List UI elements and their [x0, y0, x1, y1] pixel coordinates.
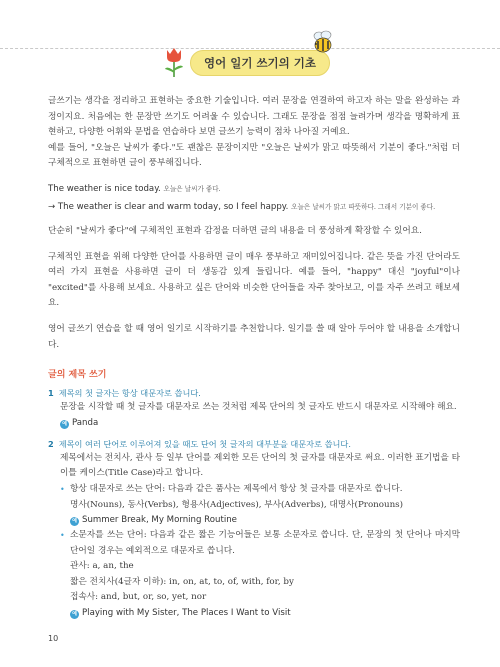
example-badge-icon: 예 [60, 420, 69, 429]
example-sentences [48, 182, 460, 214]
conjunctions-list: 접속사: and, but, or, so, yet, nor [70, 592, 207, 603]
rule-2-body [48, 451, 460, 621]
example-badge-icon: 예 [70, 517, 79, 526]
rule-1-body [48, 400, 460, 431]
body-paragraph-5: 영어 글쓰기 연습을 할 때 영어 일기로 시작하기를 추천합니다. 일기를 쓸 때 알아 두어야 할 내용을 소개합니다. [48, 323, 460, 350]
rule-2-description: 제목에서는 전치사, 관사 등 일부 단어를 제외한 모든 단어의 첫 글자를 대문자로 써요. 이러한 표기법을 타이틀 케이스(Title Case)라고 합니다. [60, 452, 460, 479]
bullet-dot-icon: • [60, 484, 65, 494]
example-sentence-1: The weather is nice today. 오늘은 날씨가 좋다. [48, 183, 221, 194]
intro-paragraph-1: 글쓰기는 생각을 정리하고 표현하는 중요한 기술입니다. 여러 문장을 연결하여 하고자 하는 말을 완성하는 과정이지요. 처음에는 한 문장만 쓰기도 어려울 수 있습니다. 그래도 문장을 점점 늘려가며 생각을 명확하게 표현하고, 다양한 어휘와 문법을 연습하다 보면 글쓰기 능력이 점차 나아질 거예요. [48, 96, 460, 138]
example-badge-icon: 예 [70, 610, 79, 619]
intro-paragraph-2: 예를 들어, "오늘은 날씨가 좋다."도 괜찮은 문장이지만 "오늘은 날씨가 맑고 따뜻해서 기분이 좋다."처럼 더 구체적으로 표현하면 글이 풍부해집니다. [48, 142, 460, 169]
body-paragraph-3: 단순히 "날씨가 좋다"에 구체적인 표현과 감정을 더하면 글의 내용을 더 풍성하게 확장할 수 있어요. [48, 225, 422, 236]
example-sentence-2: → The weather is clear and warm today, so I feel happy. 오늘은 날씨가 맑고 따뜻하다. 그래서 기분이 좋다. [48, 201, 436, 212]
page-header [0, 28, 500, 78]
rule-2-example-2: 예 Playing with My Sister, The Places I Want to Visit [60, 606, 460, 621]
bullet-dot-icon: • [60, 531, 65, 541]
page-title: 영어 일기 쓰기의 기초 [190, 50, 330, 76]
articles-list: 관사: a, an, the [70, 561, 134, 572]
parts-of-speech-list: 명사(Nouns), 동사(Verbs), 형용사(Adjectives), 부사(Adverbs), 대명사(Pronouns) [70, 499, 404, 510]
bullet-lowercase-words: • 소문자를 쓰는 단어: 다음과 같은 짧은 기능어들은 보통 소문자로 씁니다. 단, 문장의 첫 단어나 마지막 단어일 경우는 예외적으로 대문자로 씁니다. [60, 528, 460, 559]
rule-1-description: 문장을 시작할 때 첫 글자를 대문자로 쓰는 것처럼 제목 단어의 첫 글자도 반드시 대문자로 시작해야 해요. [60, 402, 457, 413]
rule-2-example-1: 예 Summer Break, My Morning Routine [60, 513, 460, 528]
tulip-icon [163, 45, 185, 79]
section-title: 글의 제목 쓰기 [48, 370, 107, 381]
rule-1-example: 예 Panda [60, 416, 460, 431]
bee-icon [308, 30, 338, 56]
main-content [48, 94, 460, 621]
bullet-capitalized-words: • 항상 대문자로 쓰는 단어: 다음과 같은 품사는 제목에서 항상 첫 글자를 대문자로 씁니다. [60, 482, 460, 498]
rule-1-heading: 1 제목의 첫 글자는 항상 대문자로 씁니다. [48, 388, 201, 399]
body-paragraph-4: 구체적인 표현을 위해 다양한 단어를 사용하면 글이 매우 풍부하고 재미있어집니다. 같은 뜻을 가진 단어라도 여러 가지 표현을 사용하면 글이 더 생동감 있게 들립니다. 예를 들어, "happy" 대신 "joyful"이나 "excited"를 사용해 보세요. 사용하고 싶은 단어와 비슷한 단어들을 자주 찾아보고, 이를 자주 쓰려고 해보세요. [48, 251, 460, 309]
prepositions-list: 짧은 전치사(4글자 이하): in, on, at, to, of, with, for, by [70, 576, 294, 587]
rule-2-heading: 2 제목이 여러 단어로 이루어져 있을 때도 단어 첫 글자의 대부분을 대문자로 씁니다. [48, 438, 351, 449]
page-number: 10 [48, 634, 59, 643]
